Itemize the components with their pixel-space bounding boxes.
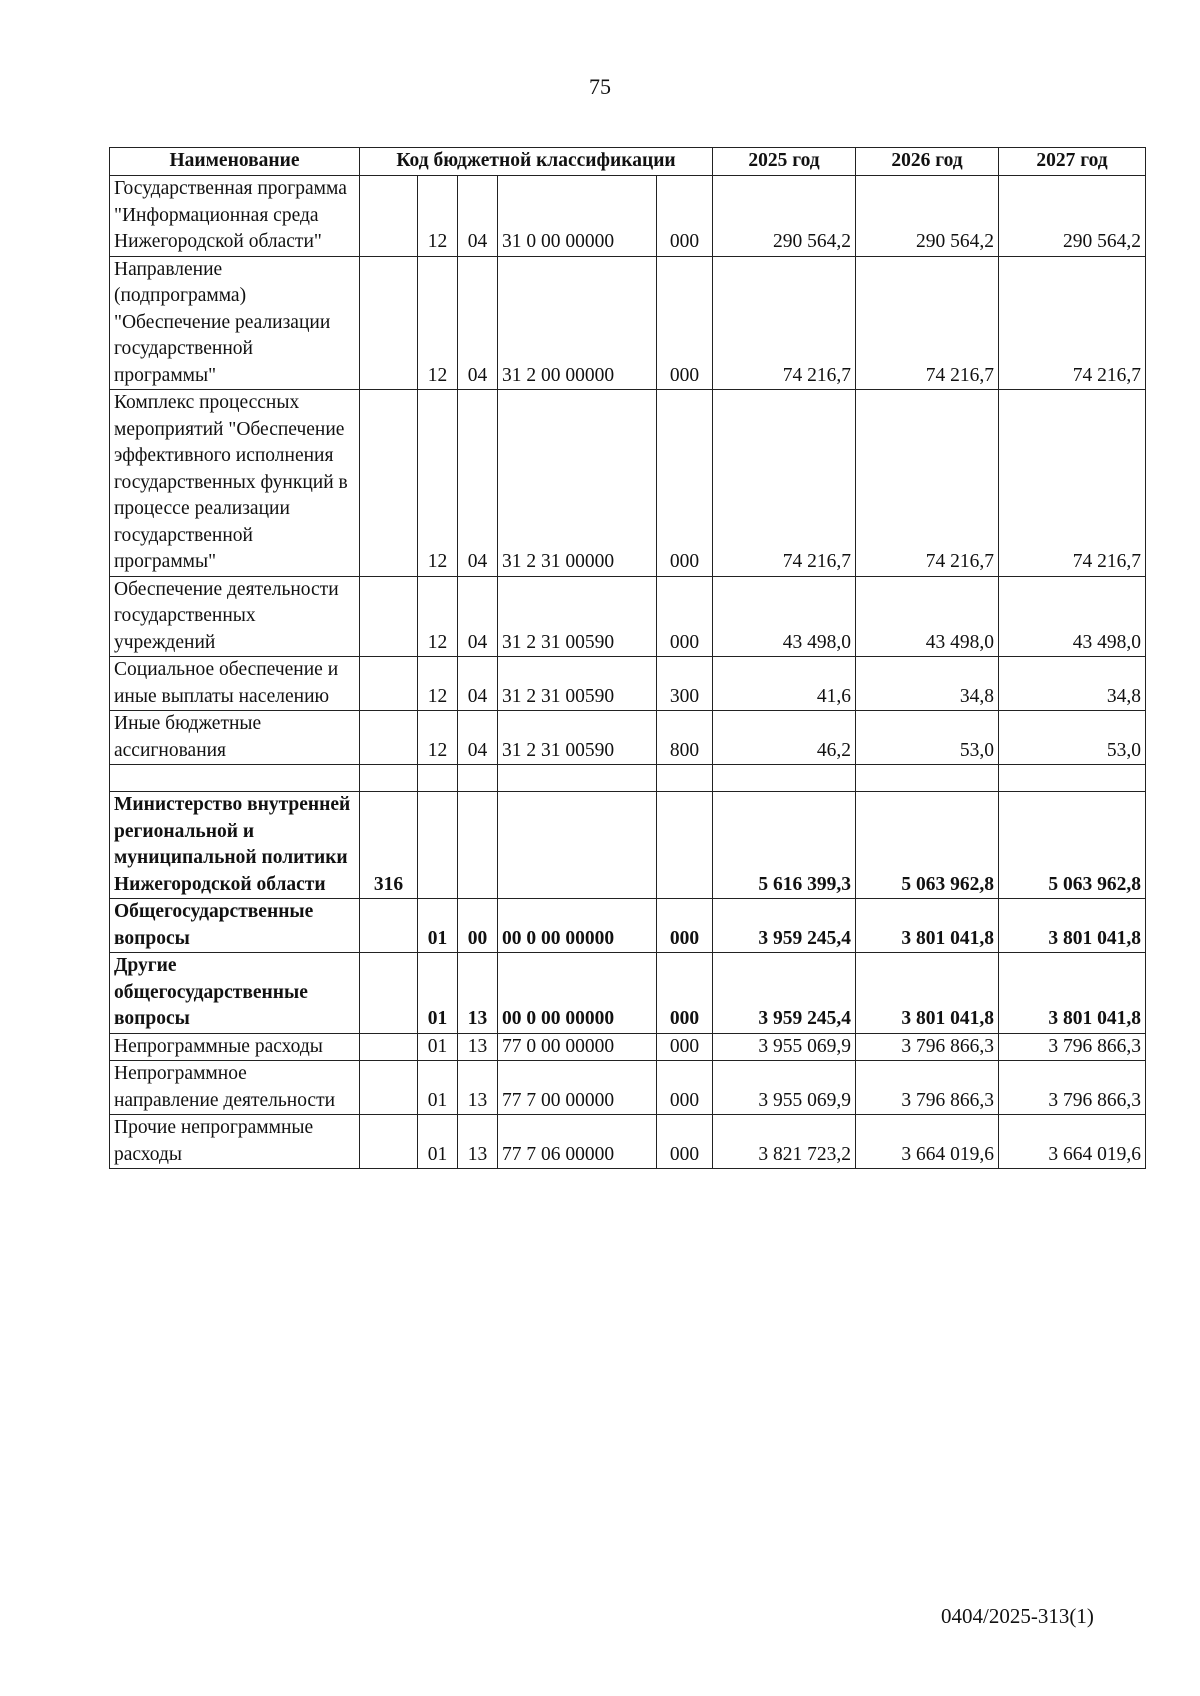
cell-subsection: 04 <box>458 711 498 765</box>
cell-value-2027: 43 498,0 <box>999 576 1146 657</box>
cell-expense-type <box>657 765 713 792</box>
cell-value-2026: 3 664 019,6 <box>856 1115 999 1169</box>
cell-subsection <box>458 765 498 792</box>
cell-ved-code <box>360 176 418 257</box>
cell-target-article <box>498 765 657 792</box>
cell-value-2025: 5 616 399,3 <box>713 792 856 899</box>
cell-value-2025: 3 959 245,4 <box>713 899 856 953</box>
cell-section: 01 <box>418 1061 458 1115</box>
cell-value-2025: 41,6 <box>713 657 856 711</box>
header-2027: 2027 год <box>999 148 1146 176</box>
table-row <box>110 711 1146 765</box>
page-number: 75 <box>589 74 611 99</box>
cell-value-2025 <box>713 765 856 792</box>
cell-target-article: 31 2 31 00000 <box>498 390 657 577</box>
cell-ved-code <box>360 1033 418 1061</box>
cell-value-2026: 3 796 866,3 <box>856 1033 999 1061</box>
cell-section: 12 <box>418 390 458 577</box>
cell-name: Министерство внутренней региональной и муниципальной политики Нижегородской области <box>110 792 360 899</box>
cell-value-2026: 3 801 041,8 <box>856 953 999 1034</box>
cell-ved-code <box>360 256 418 390</box>
cell-value-2025: 3 955 069,9 <box>713 1033 856 1061</box>
cell-name <box>110 765 360 792</box>
cell-name: Общегосударственные вопросы <box>110 899 360 953</box>
cell-target-article: 31 2 31 00590 <box>498 711 657 765</box>
cell-subsection: 13 <box>458 1061 498 1115</box>
cell-value-2027: 3 796 866,3 <box>999 1061 1146 1115</box>
cell-name: Комплекс процессных мероприятий "Обеспечение эффективного исполнения государственных функций в процессе реализации государственной программы" <box>110 390 360 577</box>
cell-name: Непрограммное направление деятельности <box>110 1061 360 1115</box>
document-code: 0404/2025-313(1) <box>941 1604 1094 1628</box>
cell-subsection: 13 <box>458 1033 498 1061</box>
cell-value-2027: 3 664 019,6 <box>999 1115 1146 1169</box>
cell-value-2027: 3 801 041,8 <box>999 953 1146 1034</box>
table-row <box>110 792 1146 899</box>
table-row <box>110 1033 1146 1061</box>
cell-name: Непрограммные расходы <box>110 1033 360 1061</box>
cell-expense-type: 300 <box>657 657 713 711</box>
cell-ved-code <box>360 390 418 577</box>
cell-name: Государственная программа "Информационная среда Нижегородской области" <box>110 176 360 257</box>
cell-target-article: 77 0 00 00000 <box>498 1033 657 1061</box>
cell-subsection: 00 <box>458 899 498 953</box>
cell-value-2027: 3 801 041,8 <box>999 899 1146 953</box>
table-row <box>110 256 1146 390</box>
cell-ved-code <box>360 953 418 1034</box>
table-header-row <box>110 148 1146 176</box>
cell-expense-type: 000 <box>657 390 713 577</box>
cell-value-2027: 290 564,2 <box>999 176 1146 257</box>
cell-ved-code <box>360 576 418 657</box>
cell-target-article: 77 7 06 00000 <box>498 1115 657 1169</box>
cell-name: Иные бюджетные ассигнования <box>110 711 360 765</box>
cell-name: Социальное обеспечение и иные выплаты населению <box>110 657 360 711</box>
cell-section: 01 <box>418 899 458 953</box>
header-2026: 2026 год <box>856 148 999 176</box>
table-row <box>110 953 1146 1034</box>
cell-value-2027: 53,0 <box>999 711 1146 765</box>
cell-ved-code <box>360 1115 418 1169</box>
cell-target-article: 31 0 00 00000 <box>498 176 657 257</box>
cell-ved-code <box>360 899 418 953</box>
cell-value-2027 <box>999 765 1146 792</box>
cell-value-2026: 53,0 <box>856 711 999 765</box>
cell-value-2026: 3 801 041,8 <box>856 899 999 953</box>
cell-name: Другие общегосударственные вопросы <box>110 953 360 1034</box>
cell-subsection: 04 <box>458 390 498 577</box>
cell-expense-type: 000 <box>657 899 713 953</box>
cell-expense-type: 000 <box>657 576 713 657</box>
cell-section: 12 <box>418 176 458 257</box>
cell-value-2025: 46,2 <box>713 711 856 765</box>
cell-ved-code: 316 <box>360 792 418 899</box>
cell-value-2025: 3 959 245,4 <box>713 953 856 1034</box>
cell-subsection <box>458 792 498 899</box>
cell-subsection: 04 <box>458 176 498 257</box>
cell-expense-type: 000 <box>657 1061 713 1115</box>
cell-expense-type: 000 <box>657 176 713 257</box>
header-name: Наименование <box>110 148 360 176</box>
cell-section <box>418 765 458 792</box>
cell-target-article: 00 0 00 00000 <box>498 899 657 953</box>
cell-value-2027: 34,8 <box>999 657 1146 711</box>
cell-expense-type: 000 <box>657 953 713 1034</box>
cell-section: 12 <box>418 657 458 711</box>
cell-subsection: 13 <box>458 953 498 1034</box>
table-row <box>110 1115 1146 1169</box>
cell-value-2026: 290 564,2 <box>856 176 999 257</box>
table-row <box>110 657 1146 711</box>
table-row <box>110 1061 1146 1115</box>
cell-name: Обеспечение деятельности государственных учреждений <box>110 576 360 657</box>
cell-value-2025: 74 216,7 <box>713 256 856 390</box>
cell-section: 12 <box>418 711 458 765</box>
cell-value-2026: 34,8 <box>856 657 999 711</box>
cell-target-article: 31 2 00 00000 <box>498 256 657 390</box>
cell-ved-code <box>360 657 418 711</box>
cell-ved-code <box>360 711 418 765</box>
cell-value-2027: 74 216,7 <box>999 256 1146 390</box>
cell-value-2026 <box>856 765 999 792</box>
cell-section <box>418 792 458 899</box>
cell-target-article: 31 2 31 00590 <box>498 576 657 657</box>
header-2025: 2025 год <box>713 148 856 176</box>
cell-ved-code <box>360 1061 418 1115</box>
table-row <box>110 765 1146 792</box>
cell-value-2025: 3 955 069,9 <box>713 1061 856 1115</box>
cell-value-2026: 74 216,7 <box>856 390 999 577</box>
header-code: Код бюджетной классификации <box>360 148 713 176</box>
cell-expense-type: 000 <box>657 256 713 390</box>
cell-value-2025: 290 564,2 <box>713 176 856 257</box>
cell-value-2025: 43 498,0 <box>713 576 856 657</box>
cell-section: 01 <box>418 1033 458 1061</box>
cell-ved-code <box>360 765 418 792</box>
cell-value-2026: 3 796 866,3 <box>856 1061 999 1115</box>
cell-value-2027: 3 796 866,3 <box>999 1033 1146 1061</box>
cell-value-2025: 74 216,7 <box>713 390 856 577</box>
cell-value-2027: 74 216,7 <box>999 390 1146 577</box>
cell-value-2025: 3 821 723,2 <box>713 1115 856 1169</box>
cell-value-2027: 5 063 962,8 <box>999 792 1146 899</box>
cell-target-article: 00 0 00 00000 <box>498 953 657 1034</box>
cell-subsection: 04 <box>458 657 498 711</box>
cell-target-article <box>498 792 657 899</box>
table-body <box>110 176 1146 1169</box>
table-row <box>110 176 1146 257</box>
cell-value-2026: 74 216,7 <box>856 256 999 390</box>
budget-table <box>109 147 1146 1169</box>
cell-section: 01 <box>418 1115 458 1169</box>
cell-name: Прочие непрограммные расходы <box>110 1115 360 1169</box>
cell-target-article: 77 7 00 00000 <box>498 1061 657 1115</box>
cell-value-2026: 43 498,0 <box>856 576 999 657</box>
cell-section: 12 <box>418 256 458 390</box>
cell-name: Направление (подпрограмма) "Обеспечение реализации государственной программы" <box>110 256 360 390</box>
cell-expense-type <box>657 792 713 899</box>
cell-expense-type: 000 <box>657 1033 713 1061</box>
cell-target-article: 31 2 31 00590 <box>498 657 657 711</box>
cell-value-2026: 5 063 962,8 <box>856 792 999 899</box>
cell-section: 01 <box>418 953 458 1034</box>
cell-section: 12 <box>418 576 458 657</box>
cell-subsection: 04 <box>458 576 498 657</box>
table-row <box>110 576 1146 657</box>
cell-expense-type: 800 <box>657 711 713 765</box>
cell-expense-type: 000 <box>657 1115 713 1169</box>
cell-subsection: 13 <box>458 1115 498 1169</box>
table-row <box>110 390 1146 577</box>
table-row <box>110 899 1146 953</box>
cell-subsection: 04 <box>458 256 498 390</box>
